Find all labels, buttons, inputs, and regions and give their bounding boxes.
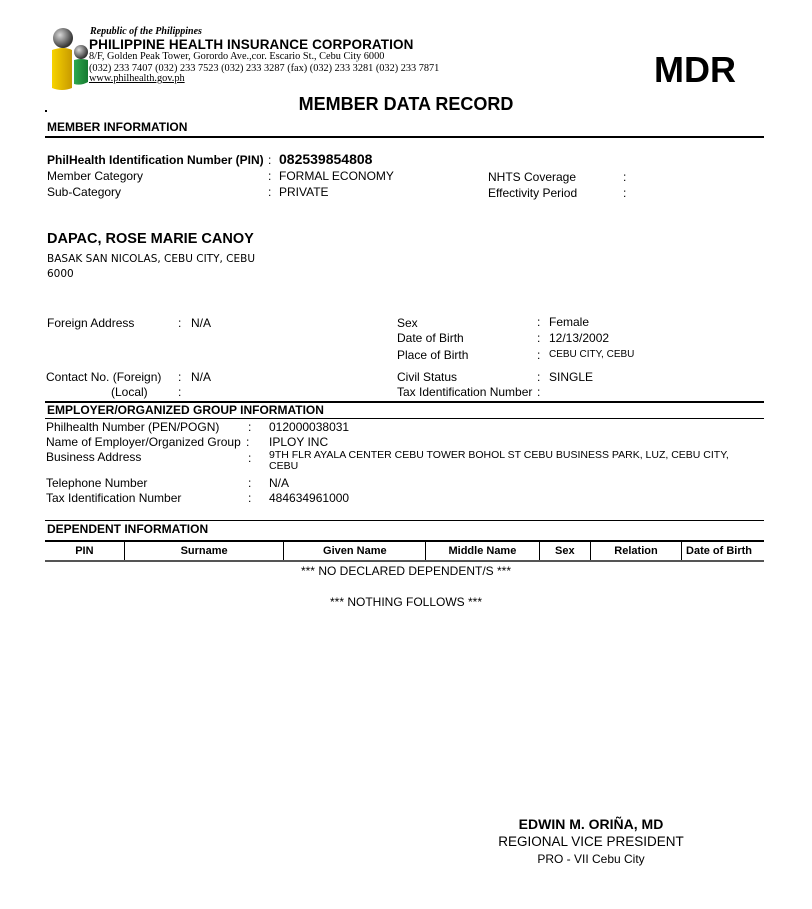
dependents-table xyxy=(45,540,764,562)
signatory-title: REGIONAL VICE PRESIDENT xyxy=(498,834,684,849)
contact-foreign-label: Contact No. (Foreign) xyxy=(46,370,162,384)
telephone-colon: : xyxy=(248,476,252,490)
column-header-given-name: Given Name xyxy=(284,541,426,561)
employer-tin-value: 484634961000 xyxy=(269,491,350,505)
column-header-pin: PIN xyxy=(45,541,124,561)
pob-value: CEBU CITY, CEBU xyxy=(549,349,635,360)
sex-value: Female xyxy=(549,315,590,329)
sub-category-label: Sub-Category xyxy=(47,185,122,199)
pen-value: 012000038031 xyxy=(269,420,350,434)
member-category-value: FORMAL ECONOMY xyxy=(279,169,394,183)
member-category-label: Member Category xyxy=(47,169,144,183)
pin-colon: : xyxy=(268,153,272,167)
foreign-address-value: N/A xyxy=(191,316,212,330)
nhts-label: NHTS Coverage xyxy=(488,170,577,184)
nothing-follows-note: *** NOTHING FOLLOWS *** xyxy=(329,595,483,609)
member-name: DAPAC, ROSE MARIE CANOY xyxy=(47,231,254,247)
column-header-surname: Surname xyxy=(124,541,284,561)
business-address-value xyxy=(269,450,729,472)
civil-status-colon: : xyxy=(537,370,541,384)
sex-label: Sex xyxy=(397,316,418,330)
sub-category-value: PRIVATE xyxy=(279,185,329,199)
contact-foreign-colon: : xyxy=(178,370,182,384)
divider xyxy=(45,520,764,521)
contact-local-colon: : xyxy=(178,385,182,399)
effectivity-label: Effectivity Period xyxy=(488,186,578,200)
member-tin-colon: : xyxy=(537,385,541,399)
dob-label: Date of Birth xyxy=(397,331,464,345)
foreign-address-colon: : xyxy=(178,316,182,330)
foreign-address-label: Foreign Address xyxy=(47,316,135,330)
sub-category-colon: : xyxy=(268,185,272,199)
divider xyxy=(45,136,764,138)
pob-label: Place of Birth xyxy=(397,348,469,362)
document-title: MEMBER DATA RECORD xyxy=(298,94,514,114)
effectivity-colon: : xyxy=(623,186,627,200)
employer-tin-label: Tax Identification Number xyxy=(46,491,182,505)
column-header-date-of-birth: Date of Birth xyxy=(682,541,764,561)
dob-value: 12/13/2002 xyxy=(549,331,610,345)
contact-foreign-value: N/A xyxy=(191,370,212,384)
sex-colon: : xyxy=(537,315,541,329)
business-address-line1: 9TH FLR AYALA CENTER CEBU TOWER BOHOL ST CEBU BUSINESS PARK, LUZ, CEBU CITY, xyxy=(269,449,729,461)
employer-name-label: Name of Employer/Organized Group xyxy=(46,435,241,449)
telephone-label: Telephone Number xyxy=(46,476,148,490)
signatory-office: PRO - VII Cebu City xyxy=(537,852,645,866)
member-address-line1: BASAK SAN NICOLAS, CEBU CITY, CEBU xyxy=(47,253,256,265)
contact-local-label: (Local) xyxy=(111,385,148,399)
office-address: 8/F, Golden Peak Tower, Gorordo Ave.,cor. Escario St., Cebu City 6000 xyxy=(89,51,385,62)
republic-label: Republic of the Philippines xyxy=(90,26,202,37)
member-address xyxy=(47,252,287,282)
employer-section-title: EMPLOYER/ORGANIZED GROUP INFORMATION xyxy=(47,403,324,417)
no-dependents-note: *** NO DECLARED DEPENDENT/S *** xyxy=(300,564,512,578)
office-phones: (032) 233 7407 (032) 233 7523 (032) 233 3287 (fax) (032) 233 3281 (032) 233 7871 xyxy=(89,63,440,74)
employer-name-value: IPLOY INC xyxy=(269,435,329,449)
pen-label: Philhealth Number (PEN/POGN) xyxy=(46,420,220,434)
member-address-line2: 6000 xyxy=(47,268,74,280)
dob-colon: : xyxy=(537,331,541,345)
nhts-colon: : xyxy=(623,170,627,184)
telephone-value: N/A xyxy=(269,476,290,490)
business-address-colon: : xyxy=(248,451,252,465)
employer-tin-colon: : xyxy=(248,491,252,505)
member-info-section-title: MEMBER INFORMATION xyxy=(47,120,188,134)
dependents-header-row xyxy=(45,541,764,561)
civil-status-value: SINGLE xyxy=(549,370,594,384)
member-tin-label: Tax Identification Number xyxy=(397,385,533,399)
business-address-line2: CEBU xyxy=(269,460,299,472)
corporation-name: PHILIPPINE HEALTH INSURANCE CORPORATION xyxy=(89,37,414,52)
philhealth-logo-icon xyxy=(50,26,90,92)
member-category-colon: : xyxy=(268,169,272,183)
civil-status-label: Civil Status xyxy=(397,370,458,384)
employer-name-colon: : xyxy=(246,435,250,449)
website-link[interactable]: www.philhealth.gov.ph xyxy=(89,73,185,84)
pin-label: PhilHealth Identification Number (PIN) xyxy=(47,153,264,167)
pen-colon: : xyxy=(248,420,252,434)
column-header-sex: Sex xyxy=(539,541,590,561)
stray-dot xyxy=(45,110,47,112)
column-header-relation: Relation xyxy=(590,541,681,561)
form-code: MDR xyxy=(654,49,736,90)
dependent-section-title: DEPENDENT INFORMATION xyxy=(47,522,209,536)
business-address-label: Business Address xyxy=(46,450,142,464)
signatory-name: EDWIN M. ORIÑA, MD xyxy=(518,816,664,832)
pin-value: 082539854808 xyxy=(279,151,373,167)
divider xyxy=(45,418,764,419)
pob-colon: : xyxy=(537,348,541,362)
column-header-middle-name: Middle Name xyxy=(426,541,539,561)
